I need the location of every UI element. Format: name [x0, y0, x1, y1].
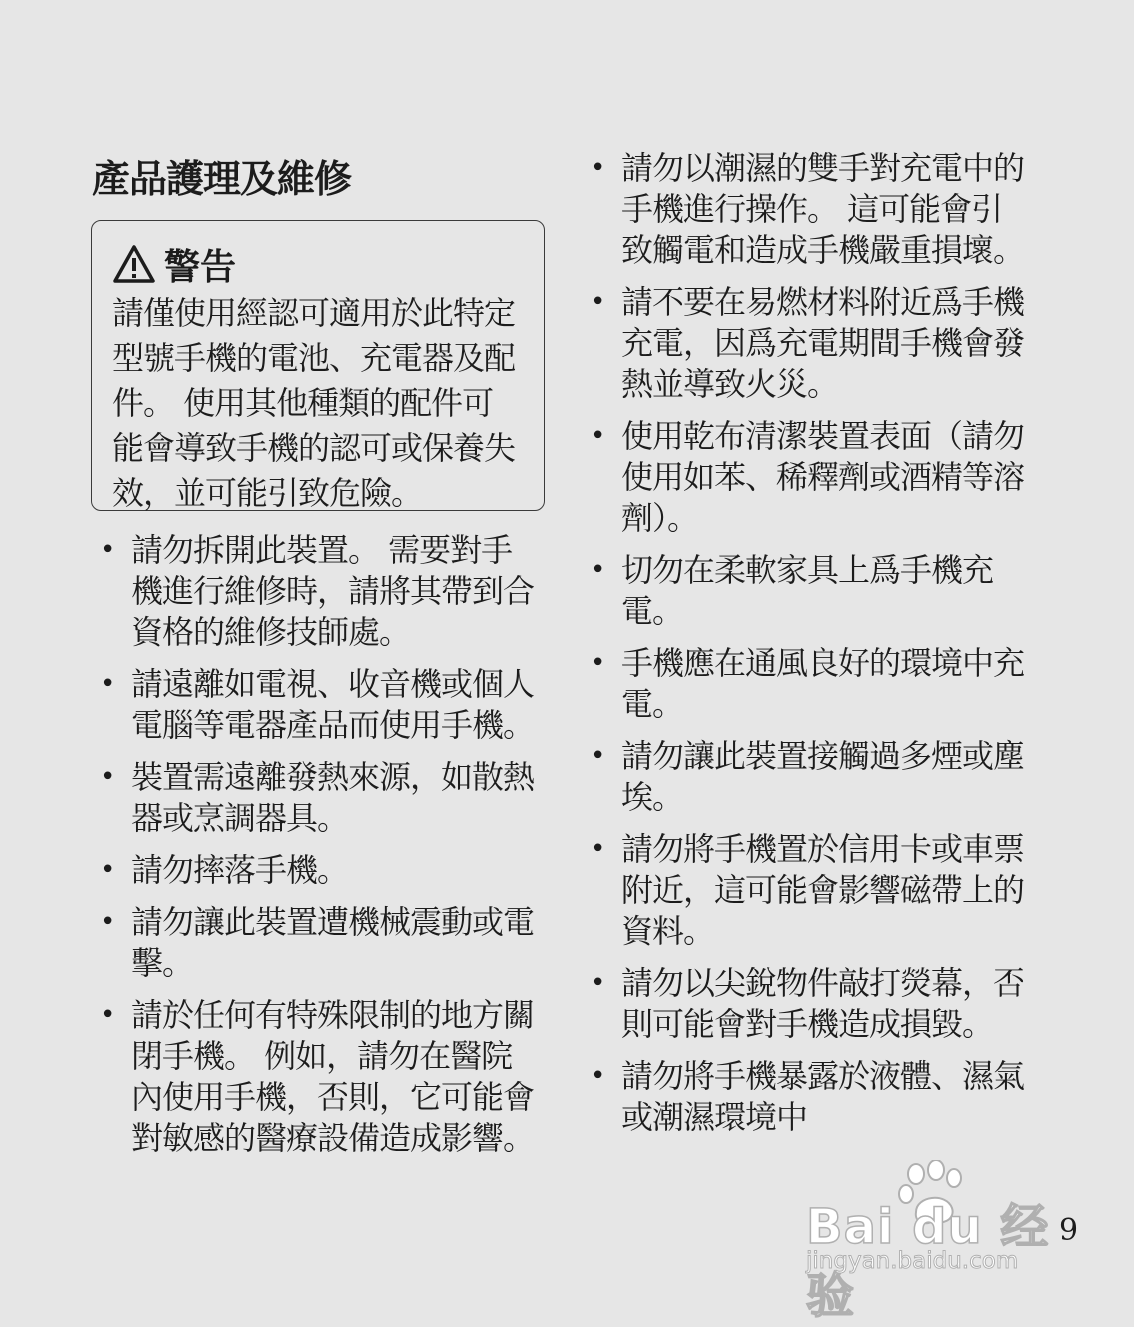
- list-item: [98, 902, 543, 984]
- list-item: [98, 530, 543, 653]
- care-list-left: [98, 530, 543, 1170]
- bullet: •: [100, 669, 115, 699]
- item-text: 請不要在易燃材料附近爲手機充電，因爲充電期間手機會發熱並導致火災。: [621, 283, 1025, 403]
- bullet: •: [100, 855, 115, 885]
- page-number: 9: [1059, 1213, 1079, 1248]
- list-item: [588, 736, 1033, 818]
- baidu-watermark: [806, 1160, 1071, 1324]
- warning-title: 警告: [164, 246, 237, 288]
- list-item: [588, 550, 1033, 632]
- bullet: •: [590, 555, 605, 585]
- bullet: •: [590, 741, 605, 771]
- list-item: [98, 850, 543, 891]
- watermark-url: jingyan.baidu.com: [806, 1248, 1019, 1274]
- item-text: 切勿在柔軟家具上爲手機充電。: [621, 551, 994, 630]
- list-item: [98, 664, 543, 746]
- section-title: 產品護理及維修: [92, 157, 352, 201]
- watermark-brand: Bai du 经验: [806, 1199, 1050, 1324]
- item-text: 請勿讓此裝置遭機械震動或電擊。: [131, 903, 535, 982]
- list-item: [588, 282, 1033, 405]
- list-item: [588, 1056, 1033, 1138]
- item-text: 請勿摔落手機。: [131, 851, 349, 889]
- item-text: 請勿讓此裝置接觸過多煙或塵埃。: [621, 737, 1025, 816]
- item-text: 使用乾布清潔裝置表面（請勿使用如苯、稀釋劑或酒精等溶劑）。: [621, 417, 1025, 537]
- warning-header: [112, 239, 524, 289]
- item-text: 裝置需遠離發熱來源，如散熱器或烹調器具。: [131, 758, 535, 837]
- list-item: [588, 643, 1033, 725]
- warning-box: [91, 220, 545, 511]
- bullet: •: [100, 907, 115, 937]
- bullet: •: [590, 287, 605, 317]
- item-text: 請勿拆開此裝置。 需要對手機進行維修時，請將其帶到合資格的維修技師處。: [131, 531, 535, 651]
- list-item: [588, 416, 1033, 539]
- list-item: [98, 995, 543, 1159]
- item-text: 手機應在通風良好的環境中充電。: [621, 644, 1025, 723]
- bullet: •: [590, 834, 605, 864]
- bullet: •: [590, 421, 605, 451]
- list-item: [588, 829, 1033, 952]
- bullet: •: [590, 648, 605, 678]
- item-text: 請勿以潮濕的雙手對充電中的手機進行操作。 這可能會引致觸電和造成手機嚴重損壞。: [621, 149, 1025, 269]
- list-item: [588, 148, 1033, 271]
- care-list-right: [588, 148, 1033, 1149]
- item-text: 請勿將手機置於信用卡或車票附近，這可能會影響磁帶上的資料。: [621, 830, 1025, 950]
- item-text: 請於任何有特殊限制的地方關閉手機。 例如，請勿在醫院內使用手機，否則，它可能會對敏感的醫療設備造成影響。: [131, 996, 535, 1157]
- warning-triangle-icon: [112, 244, 156, 284]
- list-item: [98, 757, 543, 839]
- item-text: 請遠離如電視、收音機或個人電腦等電器產品而使用手機。: [131, 665, 535, 744]
- item-text: 請勿以尖銳物件敲打熒幕，否則可能會對手機造成損毀。: [621, 964, 1025, 1043]
- bullet: •: [100, 535, 115, 565]
- warning-text: 請僅使用經認可適用於此特定型號手機的電池、充電器及配件。 使用其他種類的配件可能會導致手機的認可或保養失效，並可能引致危險。: [112, 294, 516, 512]
- bullet: •: [590, 968, 605, 998]
- bullet: •: [590, 1061, 605, 1091]
- bullet: •: [100, 1000, 115, 1030]
- list-item: [588, 963, 1033, 1045]
- bullet: •: [100, 762, 115, 792]
- bullet: •: [590, 153, 605, 183]
- item-text: 請勿將手機暴露於液體、濕氣或潮濕環境中: [621, 1057, 1025, 1136]
